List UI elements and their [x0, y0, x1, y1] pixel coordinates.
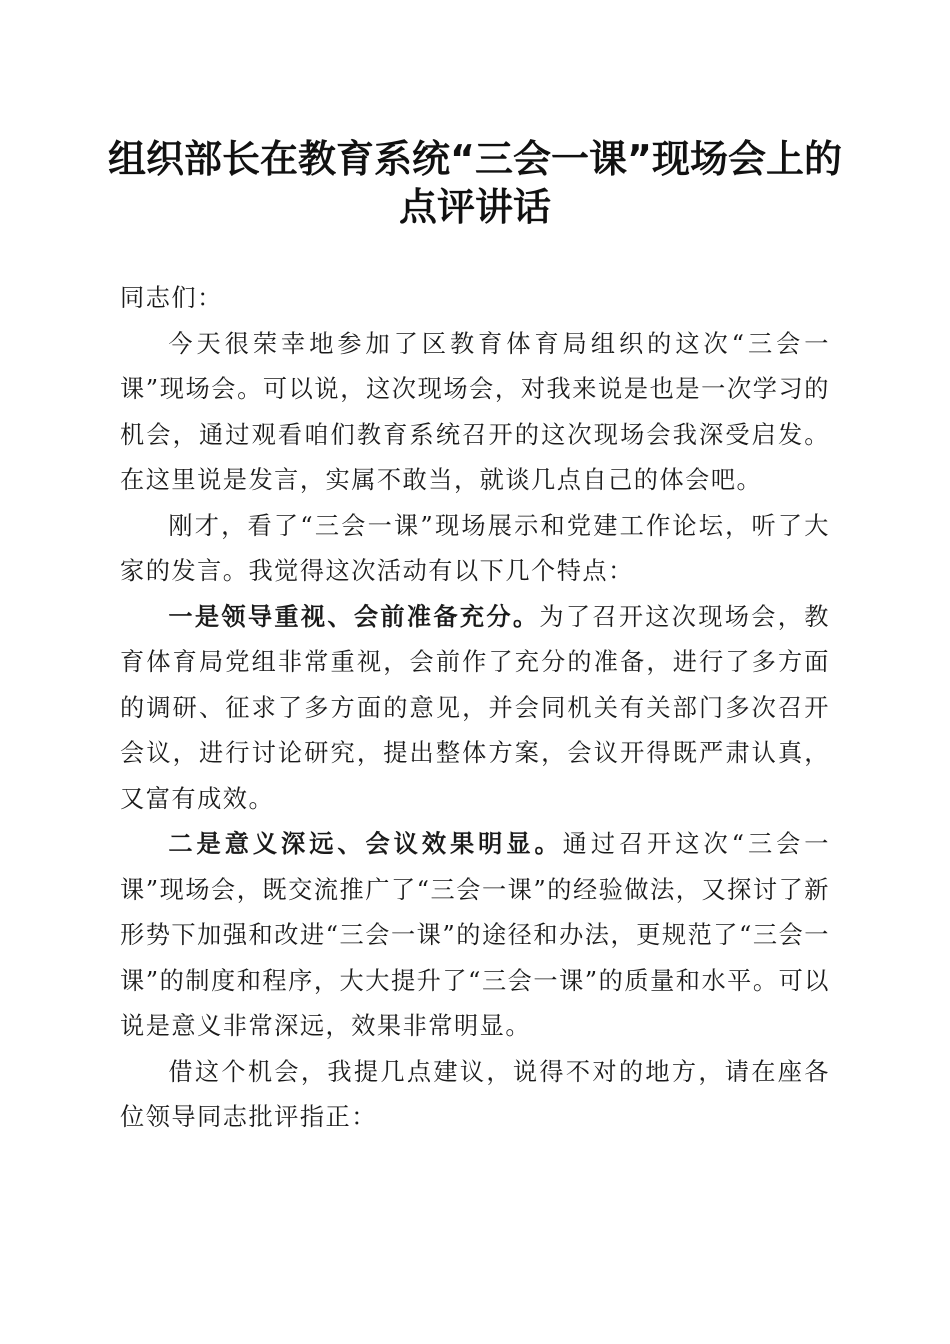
salutation: 同志们：: [120, 284, 223, 312]
paragraph-text: 借这个机会，我提几点建议，说得不对的地方，请在座各位领导同志批评指正：: [120, 1057, 830, 1131]
paragraph-text: 通过召开这次“三会一课”现场会，既交流推广了“三会一课”的经验做法，又探讨了新形势下加强和改进“三会一课”的途径和办法，更规范了“三会一课”的制度和程序，大大提升了“三会一课”的质量和水平。可以说是意义非常深远，效果非常明显。: [120, 830, 830, 1040]
paragraph-text: 为了召开这次现场会，教育体育局党组非常重视，会前作了充分的准备，进行了多方面的调研、征求了多方面的意见，并会同机关有关部门多次召开会议，进行讨论研究，提出整体方案，会议开得既严肃认真，又富有成效。: [120, 602, 830, 813]
paragraph-point-two: [120, 822, 830, 1050]
paragraph-features-intro: [120, 504, 830, 595]
point-heading: 二是意义深远、会议效果明显。: [168, 830, 563, 858]
point-heading: 一是领导重视、会前准备充分。: [168, 602, 540, 631]
paragraph-suggestions-intro: [120, 1050, 830, 1141]
document-body: [120, 276, 830, 1141]
paragraph-text: 刚才，看了“三会一课”现场展示和党建工作论坛，听了大家的发言。我觉得这次活动有以下几个特点：: [120, 511, 830, 585]
paragraph-text: 今天很荣幸地参加了区教育体育局组织的这次“三会一课”现场会。可以说，这次现场会，对我来说是也是一次学习的机会，通过观看咱们教育系统召开的这次现场会我深受启发。在这里说是发言，实属不敢当，就谈几点自己的体会吧。: [120, 329, 830, 494]
paragraph-point-one: [120, 595, 830, 823]
document-title-line-2: 点评讲话: [398, 185, 551, 229]
document-title-line-1: 组织部长在教育系统“三会一课”现场会上的: [108, 137, 842, 181]
paragraph-intro: [120, 322, 830, 504]
